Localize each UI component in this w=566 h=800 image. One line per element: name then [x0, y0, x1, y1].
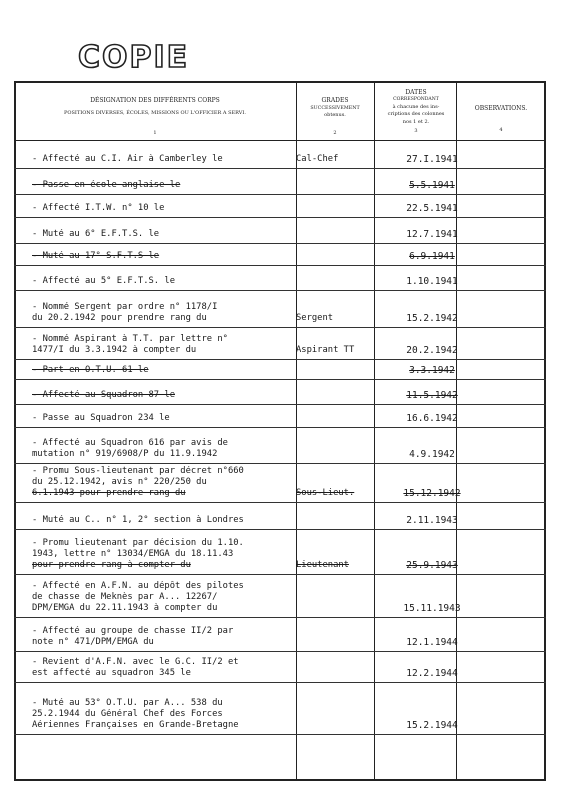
copie-stamp: COPIE	[78, 40, 190, 75]
date-text: 12.1.1944	[406, 637, 458, 648]
row-divider	[14, 734, 546, 735]
date-text: 20.2.1942	[406, 345, 458, 356]
header-subtitle: CORRESPONDANT	[393, 97, 439, 102]
table-row	[14, 218, 546, 244]
designation-text: - Affecté I.T.W. n° 10 le	[32, 203, 165, 213]
designation-text: - Muté au 53° O.T.U. par A... 538 du	[32, 698, 223, 708]
header-title: DATES	[405, 89, 427, 96]
table-row	[14, 328, 546, 360]
designation-text: DPM/EMGA du 22.11.1943 à compter du	[32, 603, 218, 613]
date-text: 25.9.1943	[406, 560, 458, 571]
date-text: 5.5.1941	[409, 180, 455, 191]
designation-text: - Affecté au C.I. Air à Camberley le	[32, 154, 223, 164]
table-row	[14, 244, 546, 266]
header-col-grades	[298, 96, 372, 137]
date-text: 16.6.1942	[406, 413, 458, 424]
date-text: 22.5.1941	[406, 203, 458, 214]
table-row	[14, 169, 546, 195]
table-row	[14, 141, 546, 169]
date-text: 15.12.1942	[403, 488, 461, 499]
header-col-dates	[376, 88, 456, 136]
designation-text: - Muté au C.. n° 1, 2° section à Londres	[32, 515, 244, 525]
date-text: 15.2.1942	[406, 313, 458, 324]
designation-text: note n° 471/DPM/EMGA du	[32, 637, 154, 647]
table-row	[14, 464, 546, 503]
grade-text: Lieutenant	[296, 560, 349, 570]
designation-text: - Affecté au Squadron 87 le	[32, 390, 175, 400]
table-row	[14, 405, 546, 428]
date-text: 15.11.1943	[403, 603, 461, 614]
designation-text: du 25.12.1942, avis n° 220/250 du	[32, 477, 207, 487]
designation-text: - Affecté au 5° E.F.T.S. le	[32, 276, 175, 286]
designation-text: - Promu Sous-lieutenant par décret n°660	[32, 466, 244, 476]
column-number: 3	[414, 128, 418, 135]
designation-text: du 20.2.1942 pour prendre rang du	[32, 313, 207, 323]
table-row	[14, 652, 546, 683]
header-col-observations	[458, 104, 544, 135]
grade-text: Sergent	[296, 313, 334, 323]
designation-text: 1943, lettre n° 13034/EMGA du 18.11.43	[32, 549, 234, 559]
table-row	[14, 360, 546, 380]
designation-text: - Nommé Aspirant à T.T. par lettre n°	[32, 334, 228, 344]
designation-text: - Muté au 6° E.F.T.S. le	[32, 229, 160, 239]
designation-text: - Promu lieutenant par décision du 1.10.	[32, 538, 244, 548]
designation-text: 6.1.1943 pour prendre rang du	[32, 488, 186, 498]
designation-text: - Affecté au Squadron 616 par avis de	[32, 438, 228, 448]
column-number: 4	[499, 127, 503, 133]
header-subtitle: criptions des colonnes	[387, 111, 445, 118]
date-text: 1.10.1941	[406, 276, 458, 287]
table-row	[14, 575, 546, 618]
designation-text: pour prendre rang à compter du	[32, 560, 191, 570]
grade-text: Cal-Chef	[296, 154, 339, 164]
grade-text: Aspirant TT	[296, 345, 355, 355]
header-subtitle: POSITIONS DIVERSES, ÉCOLES, MISSIONS OU L'OFFICIER A SERVI.	[64, 110, 246, 116]
designation-text: - Passe au Squadron 234 le	[32, 413, 170, 423]
column-number: 2	[333, 129, 337, 136]
table-row	[14, 618, 546, 652]
header-title: DÉSIGNATION DES DIFFÉRENTS CORPS	[90, 97, 220, 104]
date-text: 2.11.1943	[406, 515, 458, 526]
table-row	[14, 291, 546, 328]
header-subtitle: obtenus.	[324, 112, 346, 119]
designation-text: Aériennes Françaises en Grande-Bretagne	[32, 720, 239, 730]
date-text: 11.5.1942	[406, 390, 458, 401]
date-text: 27.I.1941	[406, 154, 458, 165]
designation-text: est affecté au squadron 345 le	[32, 668, 191, 678]
header-subtitle: à chacune des ins-	[392, 103, 440, 110]
table-row	[14, 380, 546, 405]
header-col-designation	[20, 96, 290, 137]
date-text: 6.9.1941	[409, 251, 455, 262]
designation-text: - Affecté au groupe de chasse II/2 par	[32, 626, 234, 636]
header-title: GRADES	[321, 97, 349, 104]
designation-text: - Nommé Sergent par ordre n° 1178/I	[32, 302, 218, 312]
designation-text: - Muté au 17° S.F.T.S le	[32, 251, 160, 261]
header-subtitle: nos 1 et 2.	[402, 118, 430, 125]
date-text: 3.3.1942	[409, 365, 455, 376]
date-text: 12.2.1944	[406, 668, 458, 679]
header-title: OBSERVATIONS.	[474, 105, 528, 112]
date-text: 15.2.1944	[406, 720, 458, 731]
date-text: 12.7.1941	[406, 229, 458, 240]
designation-text: mutation n° 919/6908/P du 11.9.1942	[32, 449, 218, 459]
table-row	[14, 683, 546, 735]
table-row	[14, 266, 546, 291]
designation-text: - Revient d'A.F.N. avec le G.C. II/2 et	[32, 657, 239, 667]
grade-text: Sous-Lieut.	[296, 488, 355, 498]
table-row	[14, 503, 546, 530]
table-row	[14, 195, 546, 218]
designation-text: - Affecté en A.F.N. au dépôt des pilotes	[32, 581, 244, 591]
designation-text: 25.2.1944 du Général Chef des Forces	[32, 709, 223, 719]
column-number: 1	[153, 129, 157, 136]
date-text: 4.9.1942	[409, 449, 455, 460]
designation-text: - Passe en école anglaise le	[32, 180, 181, 190]
table-row	[14, 530, 546, 575]
table-row	[14, 428, 546, 464]
designation-text: de chasse de Meknès par A... 12267/	[32, 592, 218, 602]
header-subtitle: SUCCESSIVEMENT	[310, 106, 360, 111]
designation-text: - Part en O.T.U. 61 le	[32, 365, 149, 375]
designation-text: 1477/I du 3.3.1942 à compter du	[32, 345, 197, 355]
